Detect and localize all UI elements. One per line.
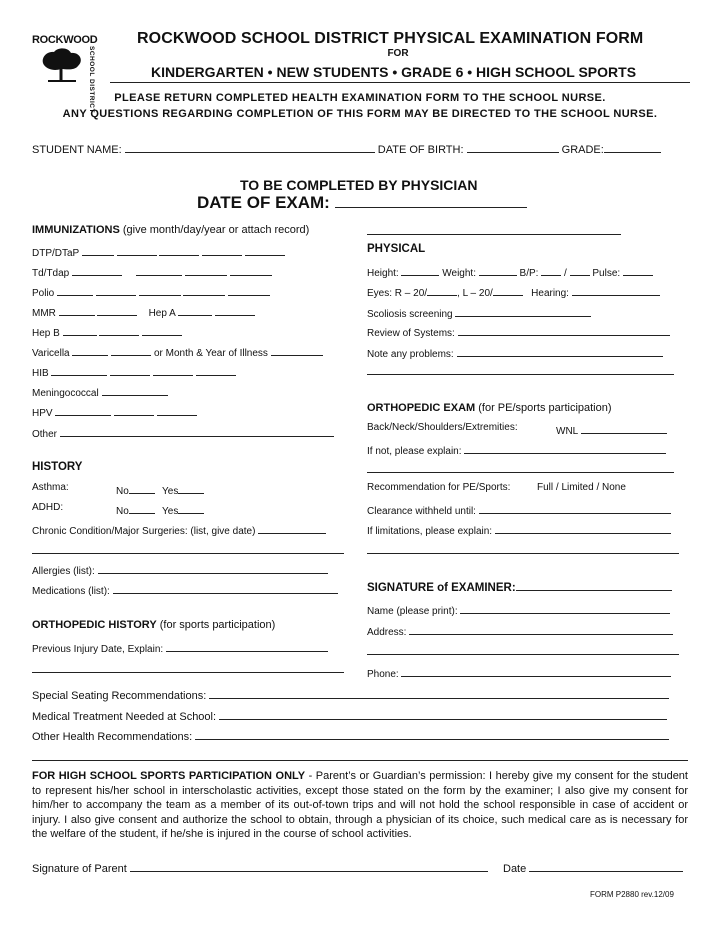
grade-field[interactable] [604,141,661,153]
examiner-address-line-2[interactable] [367,654,679,655]
review-row [367,324,670,339]
varicella-row [32,344,323,359]
varicella-illness-label: or Month & Year of Illness [153,348,268,359]
allergies-row [32,562,328,577]
seating-field[interactable] [209,687,669,699]
scoliosis-label: Scoliosis screening [367,309,453,320]
other-imm-label: Other [32,429,58,440]
eyes-r-field[interactable] [427,284,457,296]
dtp-row [32,244,285,259]
immunizations-heading: IMMUNIZATIONS [32,224,120,236]
ortho-exam-note: (for PE/sports participation) [478,402,612,414]
examiner-signature-row [367,578,672,594]
immunizations-note: (give month/day/year or attach record) [122,224,310,236]
adhd-yes-field[interactable] [178,502,204,514]
form-id: FORM P2880 rev.12/09 [590,890,674,899]
polio-dose-2[interactable] [96,284,136,296]
adhd-no: No [116,502,155,517]
varicella-illness-field[interactable] [271,344,323,356]
td-dose-1[interactable] [72,264,122,276]
hib-dose-1[interactable] [51,364,107,376]
dtp-dose-5[interactable] [245,244,285,256]
parent-signature-row [32,860,488,875]
eyes-r-label: Eyes: R – 20/ [367,288,428,299]
date-of-exam-field[interactable] [335,192,527,208]
hib-dose-3[interactable] [153,364,193,376]
meningococcal-field[interactable] [102,384,168,396]
seating-label: Special Seating Recommendations: [32,690,207,702]
hib-dose-2[interactable] [110,364,150,376]
scoliosis-field[interactable] [455,305,591,317]
mmr-dose-1[interactable] [59,304,95,316]
seating-row [32,687,669,702]
hepa-label: Hep A [148,308,176,319]
asthma-no: No [116,482,155,497]
history-heading: HISTORY [32,461,83,473]
logo-text: ROCKWOOD [32,34,98,46]
chronic-label: Chronic Condition/Major Surgeries: (list, give date) [32,526,256,537]
if-not-label: If not, please explain: [367,446,462,457]
wnl-row [556,422,667,437]
asthma-yes-field[interactable] [178,482,204,494]
problems-line-2[interactable] [367,374,674,375]
polio-row [32,284,270,299]
pulse-label: Pulse: [592,268,621,279]
clearance-field[interactable] [479,502,671,514]
limitations-label: If limitations, please explain: [367,526,493,537]
hearing-label: Hearing: [531,288,569,299]
date-of-exam-row [197,192,527,213]
form-title: ROCKWOOD SCHOOL DISTRICT PHYSICAL EXAMINATION FORM [137,30,644,47]
examiner-signature-label: SIGNATURE of EXAMINER: [367,582,516,594]
form-title-for: FOR [387,48,409,59]
td-label: Td/Tdap [32,268,70,279]
examiner-signature-field[interactable] [516,578,672,591]
parent-date-row [503,860,683,875]
other-imm-field[interactable] [60,425,334,437]
mmr-label: MMR [32,308,56,319]
back-label: Back/Neck/Shoulders/Extremities: [367,422,518,433]
problems-label: Note any problems: [367,349,454,360]
vitals-row [367,264,653,279]
other-health-field[interactable] [195,728,669,740]
parent-signature-field[interactable] [130,860,488,872]
limitations-line-2[interactable] [367,553,679,554]
form-categories: KINDERGARTEN • NEW STUDENTS • GRADE 6 • HIGH SCHOOL SPORTS [151,64,637,80]
grade-label: GRADE: [561,144,604,156]
dtp-dose-4[interactable] [202,244,242,256]
physical-heading: PHYSICAL [367,243,426,255]
other-imm-row [32,425,334,440]
eyes-row [367,284,660,299]
examiner-phone-row [367,665,671,680]
ortho-history-note: (for sports participation) [159,619,276,631]
bp-systolic-field[interactable] [541,264,561,276]
adhd-label: ADHD: [32,502,64,513]
examiner-name-label: Name (please print): [367,606,458,617]
header-rule [110,82,690,83]
varicella-dose-2[interactable] [111,344,151,356]
examiner-phone-field[interactable] [401,665,671,677]
weight-field[interactable] [479,264,517,276]
ortho-exam-heading-row [367,402,612,414]
asthma-label: Asthma: [32,482,69,493]
ortho-history-heading-row [32,619,275,631]
varicella-label: Varicella [32,348,70,359]
height-label: Height: [367,268,399,279]
clearance-row [367,502,671,517]
meningococcal-row [32,384,168,399]
polio-dose-3[interactable] [139,284,181,296]
student-name-label: STUDENT NAME: [32,144,122,156]
allergies-field[interactable] [98,562,328,574]
medications-label: Medications (list): [32,586,110,597]
examiner-address-label: Address: [367,627,407,638]
adhd-no-field[interactable] [129,502,155,514]
wnl-field[interactable] [581,422,667,434]
medications-field[interactable] [113,582,338,594]
allergies-label: Allergies (list): [32,566,95,577]
dtp-dose-2[interactable] [117,244,157,256]
medical-treatment-row [32,708,667,723]
bp-separator: / [564,268,567,279]
chronic-row [32,522,326,537]
sports-permission-paragraph [32,769,688,842]
adhd-yes: Yes [162,502,204,517]
problems-field[interactable] [457,345,663,357]
polio-dose-1[interactable] [57,284,93,296]
previous-injury-label: Previous Injury Date, Explain: [32,644,164,655]
td-row [32,264,272,279]
scoliosis-row [367,305,591,320]
hepb-label: Hep B [32,328,60,339]
previous-injury-field[interactable] [166,640,328,652]
medical-treatment-field[interactable] [219,708,667,720]
previous-injury-line-2[interactable] [32,672,344,673]
parent-date-label: Date [503,863,527,875]
other-health-row [32,728,669,743]
limitations-row [367,522,671,537]
polio-dose-4[interactable] [183,284,225,296]
if-not-line-2[interactable] [367,472,674,473]
immunizations-heading-row [32,224,309,236]
hib-dose-4[interactable] [196,364,236,376]
varicella-dose-1[interactable] [72,344,108,356]
logo-side-text: SCHOOL DISTRICT [88,46,95,113]
bp-label: B/P: [519,268,539,279]
eyes-l-label: , L – 20/ [457,288,493,299]
hearing-field[interactable] [572,284,660,296]
examiner-phone-label: Phone: [367,669,399,680]
student-name-row [32,141,661,156]
notice-line-2: ANY QUESTIONS REGARDING COMPLETION OF THIS FORM MAY BE DIRECTED TO THE SCHOOL NURSE. [62,108,658,120]
hpv-dose-1[interactable] [55,404,111,416]
date-of-birth-label: DATE OF BIRTH: [377,144,464,156]
section-divider [32,760,688,761]
td-dose-2[interactable] [136,264,182,276]
hpv-dose-2[interactable] [114,404,154,416]
chronic-line-2[interactable] [32,553,344,554]
mmr-dose-2[interactable] [97,304,137,316]
meningococcal-label: Meningococcal [32,388,99,399]
review-field[interactable] [458,324,670,336]
height-field[interactable] [401,264,439,276]
polio-label: Polio [32,288,55,299]
other-health-label: Other Health Recommendations: [32,731,193,743]
limitations-field[interactable] [495,522,671,534]
medications-row [32,582,338,597]
eyes-l-field[interactable] [493,284,523,296]
examiner-address-row [367,623,673,638]
td-dose-3[interactable] [185,264,227,276]
asthma-yes: Yes [162,482,204,497]
hpv-dose-3[interactable] [157,404,197,416]
weight-label: Weight: [442,268,476,279]
hib-row [32,364,236,379]
hepa-dose-2[interactable] [215,304,255,316]
notice-line-1: PLEASE RETURN COMPLETED HEALTH EXAMINATION FORM TO THE SCHOOL NURSE. [114,92,606,104]
bp-diastolic-field[interactable] [570,264,590,276]
ortho-exam-heading: ORTHOPEDIC EXAM [367,402,476,414]
ortho-history-heading: ORTHOPEDIC HISTORY [32,619,157,631]
problems-row [367,345,663,360]
recommendation-label: Recommendation for PE/Sports: [367,482,511,493]
clearance-label: Clearance withheld until: [367,506,476,517]
medical-treatment-label: Medical Treatment Needed at School: [32,711,217,723]
if-not-field[interactable] [464,442,666,454]
recommendation-options[interactable]: Full / Limited / None [537,482,626,493]
examiner-address-field[interactable] [409,623,673,635]
dtp-dose-3[interactable] [159,244,199,256]
mmr-row [32,304,255,319]
hpv-label: HPV [32,408,53,419]
examiner-name-field[interactable] [460,602,670,614]
hepb-dose-2[interactable] [99,324,139,336]
parent-signature-label: Signature of Parent [32,863,127,875]
date-of-exam-label: DATE OF EXAM: [197,193,330,212]
review-label: Review of Systems: [367,328,455,339]
physician-heading: TO BE COMPLETED BY PHYSICIAN [240,177,478,193]
parent-date-field[interactable] [529,860,683,872]
date-of-birth-field[interactable] [467,141,559,153]
pulse-field[interactable] [623,264,653,276]
sports-permission-text: - Parent’s or Guardian’s permission: I hereby give my consent for the student to represent his/her school in interscholastic activities, except those stated on the form by the examiner; I also give my consent for him/her to accompany the team as a member of its out-of-town trips and will not hold the school responsible in case of accident or injury. I also give consent and authorize the school to obtain, through a physician of its choice, such medical care as is necessary for the welfare of the student, if he/she is injured in the course of school activities. [32,770,688,840]
hepb-dose-1[interactable] [63,324,97,336]
student-name-field[interactable] [125,141,375,153]
examiner-name-row [367,602,670,617]
td-dose-4[interactable] [230,264,272,276]
hpv-row [32,404,197,419]
hib-label: HIB [32,368,49,379]
chronic-field[interactable] [258,522,326,534]
hepb-dose-3[interactable] [142,324,182,336]
hepa-dose-1[interactable] [178,304,212,316]
dtp-dose-1[interactable] [82,244,114,256]
dtp-label: DTP/DTaP [32,248,80,259]
if-not-row [367,442,666,457]
previous-injury-row [32,640,328,655]
wnl-label: WNL [556,426,578,437]
sports-permission-heading: FOR HIGH SCHOOL SPORTS PARTICIPATION ONLY [32,770,306,782]
asthma-no-field[interactable] [129,482,155,494]
hepb-row [32,324,182,339]
polio-dose-5[interactable] [228,284,270,296]
exam-date-extra-line[interactable] [367,234,621,235]
